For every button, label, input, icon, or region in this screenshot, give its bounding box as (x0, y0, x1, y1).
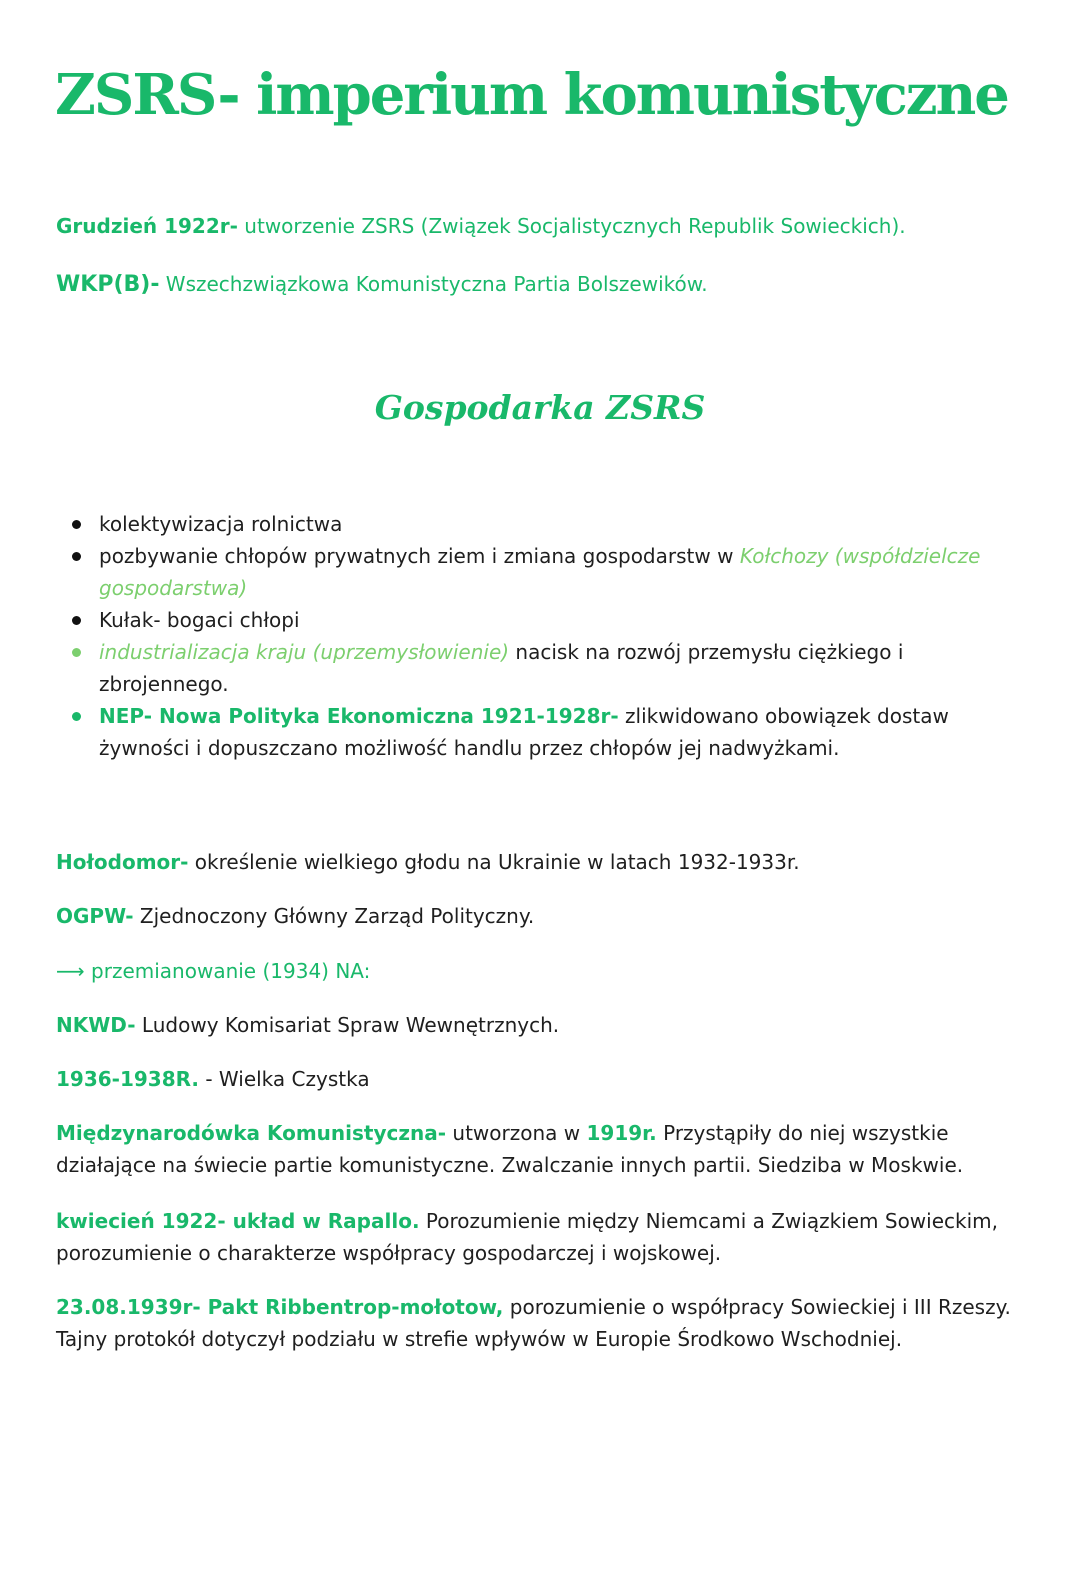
text-komintern: utworzona w (446, 1121, 587, 1145)
term-grudzien: Grudzień 1922r- (56, 214, 238, 238)
text-komintern-rest: Przystąpiły do niej wszystkie działające na świecie partie komunistyczne. Zwalczanie innych partii. Siedziba w Moskwie. (56, 1121, 964, 1177)
text-ogpw: Zjednoczony Główny Zarząd Polityczny. (133, 904, 535, 928)
entry-pakt (56, 1291, 1036, 1355)
section-title: Gospodarka ZSRS (374, 388, 706, 427)
text-rapallo: Porozumienie między Niemcami a Związkiem Sowieckim, porozumienie o charakterze współpracy gospodarczej i wojskowej. (56, 1209, 998, 1265)
bullet-dot-icon (72, 520, 81, 529)
text-wkpb: Wszechzwiązkowa Komunistyczna Partia Bolszewików. (159, 272, 708, 296)
bullet-dot-icon (72, 648, 81, 657)
term-nkwd: NKWD- (56, 1013, 136, 1037)
bullet-highlight: industrializacja kraju (uprzemysłowienie) (99, 640, 510, 664)
bullet-text: pozbywanie chłopów prywatnych ziem i zmiana gospodarstw w (99, 544, 740, 568)
list-item (70, 508, 1030, 540)
bullet-highlight: Kołchozy (współdzielcze gospodarstwa) (99, 544, 981, 600)
text-nkwd: Ludowy Komisariat Spraw Wewnętrznych. (135, 1013, 560, 1037)
term-purge: 1936-1938R. (56, 1067, 199, 1091)
bullet-text: kolektywizacja rolnictwa (99, 512, 343, 536)
bullet-dot-icon (72, 712, 81, 721)
list-item (70, 604, 1030, 636)
entry-ogpw (56, 900, 534, 932)
term-pakt: 23.08.1939r- Pakt Ribbentrop-mołotow, (56, 1295, 504, 1319)
bullet-text: Kułak- bogaci chłopi (99, 608, 300, 632)
entry-nkwd (56, 1009, 559, 1041)
bullet-dot-icon (72, 552, 81, 561)
term-holodomor: Hołodomor- (56, 850, 189, 874)
entry-rename: ⟶ przemianowanie (1934) NA: (56, 959, 371, 983)
term-wkpb: WKP(B)- (56, 272, 160, 297)
entry-purge (56, 1063, 370, 1095)
page-title: ZSRS- imperium komunistyczne (55, 62, 1008, 128)
list-item (70, 540, 1030, 604)
intro-line-wkpb (56, 268, 708, 301)
entry-rapallo (56, 1205, 1036, 1269)
bullet-text: nacisk na rozwój przemysłu ciężkiego i zbrojennego. (99, 640, 904, 696)
entry-holodomor (56, 846, 800, 878)
text-pakt: porozumienie o współpracy Sowieckiej i III Rzeszy. Tajny protokół dotyczył podziału w strefie wpływów w Europie Środkowo Wschodniej. (56, 1295, 1011, 1351)
term-komintern: Międzynarodówka Komunistyczna- (56, 1121, 447, 1145)
list-item (70, 700, 1030, 764)
text-grudzien: utworzenie ZSRS (Związek Socjalistycznych Republik Sowieckich). (237, 214, 906, 238)
intro-line-zsrs (56, 210, 906, 242)
entry-komintern (56, 1117, 1036, 1181)
year-komintern: 1919r. (586, 1121, 657, 1145)
economy-bullet-list (70, 508, 1030, 764)
list-item (70, 636, 1030, 700)
text-purge: - Wielka Czystka (199, 1067, 370, 1091)
term-rapallo: kwiecień 1922- układ w Rapallo. (56, 1209, 420, 1233)
bullet-text: zlikwidowano obowiązek dostaw żywności i dopuszczano możliwość handlu przez chłopów jej nadwyżkami. (99, 704, 949, 760)
text-holodomor: określenie wielkiego głodu na Ukrainie w latach 1932-1933r. (188, 850, 800, 874)
bullet-dot-icon (72, 616, 81, 625)
term-ogpw: OGPW- (56, 904, 134, 928)
bullet-term: NEP- Nowa Polityka Ekonomiczna 1921-1928r- (99, 704, 619, 728)
